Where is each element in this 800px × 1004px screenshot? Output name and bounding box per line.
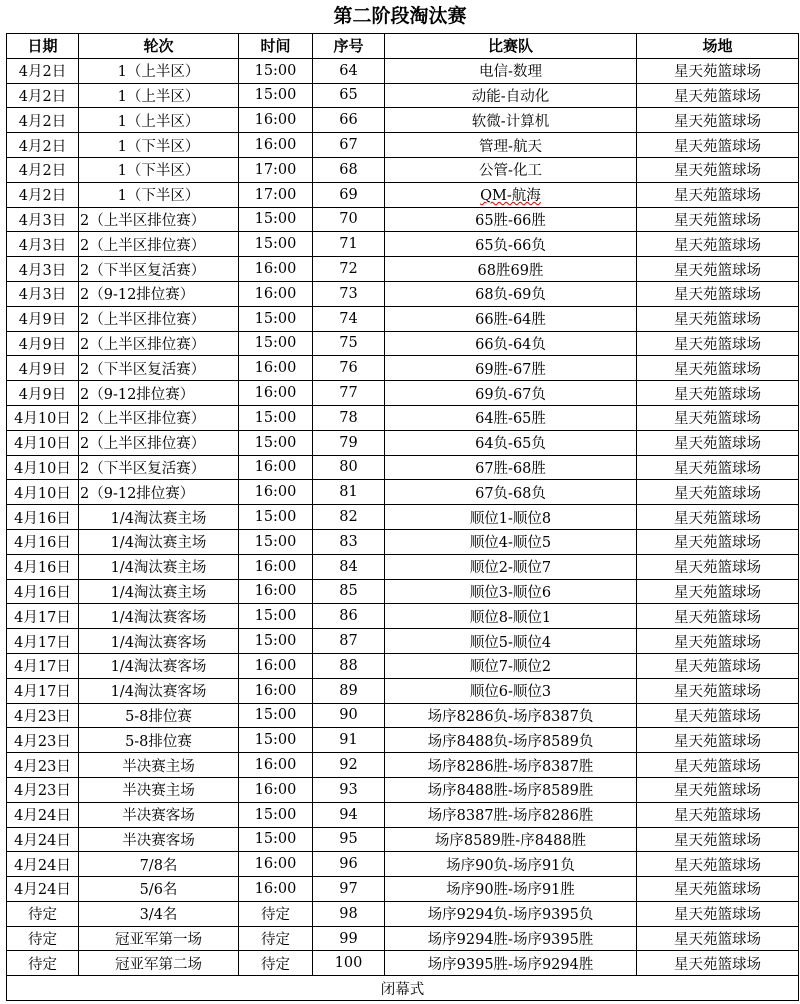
cell-round: 1/4淘汰赛主场 [79,554,239,579]
header-time: 时间 [239,34,313,59]
cell-venue: 星天苑篮球场 [637,554,799,579]
cell-time: 15:00 [239,430,313,455]
cell-number: 92 [313,753,385,778]
cell-teams: 64胜-65胜 [385,405,637,430]
cell-venue: 星天苑篮球场 [637,58,799,83]
cell-round: 3/4名 [79,901,239,926]
cell-number: 72 [313,257,385,282]
table-row [7,157,799,182]
cell-venue: 星天苑篮球场 [637,430,799,455]
cell-number: 67 [313,133,385,158]
cell-date: 4月2日 [7,133,79,158]
table-row [7,678,799,703]
cell-date: 4月3日 [7,232,79,257]
cell-time: 待定 [239,926,313,951]
cell-teams: 顺位2-顺位7 [385,554,637,579]
cell-venue: 星天苑篮球场 [637,257,799,282]
header-row [7,34,799,59]
cell-date: 4月2日 [7,83,79,108]
cell-date: 4月24日 [7,877,79,902]
cell-number: 90 [313,703,385,728]
table-row [7,529,799,554]
header-teams: 比赛队 [385,34,637,59]
cell-number: 64 [313,58,385,83]
table-row [7,703,799,728]
cell-number: 91 [313,728,385,753]
closing-ceremony: 闭幕式 [7,976,799,1001]
cell-time: 16:00 [239,455,313,480]
table-row [7,331,799,356]
cell-number: 84 [313,554,385,579]
table-row [7,604,799,629]
cell-date: 待定 [7,901,79,926]
cell-number: 65 [313,83,385,108]
cell-venue: 星天苑篮球场 [637,529,799,554]
cell-teams: 场序90胜-场序91胜 [385,877,637,902]
cell-venue: 星天苑篮球场 [637,480,799,505]
table-row [7,58,799,83]
cell-time: 16:00 [239,877,313,902]
cell-teams: 67负-68负 [385,480,637,505]
cell-teams: 场序9294负-场序9395负 [385,901,637,926]
cell-number: 80 [313,455,385,480]
cell-round: 2（9-12排位赛） [79,381,239,406]
cell-teams-text: QM-航海 [480,188,541,205]
cell-round: 1/4淘汰赛客场 [79,629,239,654]
cell-number: 68 [313,157,385,182]
table-row [7,554,799,579]
cell-round: 2（上半区排位赛） [79,207,239,232]
cell-venue: 星天苑篮球场 [637,827,799,852]
cell-time: 16:00 [239,777,313,802]
cell-date: 4月2日 [7,108,79,133]
cell-number: 94 [313,802,385,827]
cell-date: 4月9日 [7,306,79,331]
cell-round: 1（下半区） [79,157,239,182]
cell-number: 74 [313,306,385,331]
cell-time: 16:00 [239,653,313,678]
table-row [7,728,799,753]
cell-date: 4月9日 [7,356,79,381]
cell-teams: 顺位4-顺位5 [385,529,637,554]
table-row [7,207,799,232]
cell-teams: 65负-66负 [385,232,637,257]
cell-teams: 顺位8-顺位1 [385,604,637,629]
cell-teams: 68负-69负 [385,281,637,306]
cell-date: 4月16日 [7,505,79,530]
cell-time: 16:00 [239,257,313,282]
cell-round: 1（上半区） [79,58,239,83]
cell-date: 4月2日 [7,157,79,182]
cell-time: 15:00 [239,207,313,232]
cell-venue: 星天苑篮球场 [637,405,799,430]
table-row [7,232,799,257]
cell-venue: 星天苑篮球场 [637,505,799,530]
cell-venue: 星天苑篮球场 [637,951,799,976]
cell-time: 15:00 [239,827,313,852]
cell-date: 4月16日 [7,579,79,604]
cell-number: 78 [313,405,385,430]
cell-time: 15:00 [239,629,313,654]
cell-number: 70 [313,207,385,232]
cell-venue: 星天苑篮球场 [637,455,799,480]
table-row [7,306,799,331]
cell-teams: 场序9294胜-场序9395胜 [385,926,637,951]
cell-date: 4月10日 [7,480,79,505]
cell-teams: 67胜-68胜 [385,455,637,480]
cell-number: 66 [313,108,385,133]
cell-teams: 68胜69胜 [385,257,637,282]
cell-time: 16:00 [239,281,313,306]
cell-date: 4月23日 [7,753,79,778]
cell-date: 4月23日 [7,703,79,728]
cell-teams: 动能-自动化 [385,83,637,108]
cell-number: 99 [313,926,385,951]
cell-teams: 管理-航天 [385,133,637,158]
cell-number: 100 [313,951,385,976]
cell-date: 4月10日 [7,455,79,480]
cell-date: 4月16日 [7,529,79,554]
cell-round: 半决赛主场 [79,753,239,778]
cell-date: 4月23日 [7,777,79,802]
cell-venue: 星天苑篮球场 [637,579,799,604]
cell-time: 15:00 [239,728,313,753]
cell-time: 16:00 [239,678,313,703]
cell-venue: 星天苑篮球场 [637,157,799,182]
cell-time: 15:00 [239,529,313,554]
table-row [7,877,799,902]
cell-venue: 星天苑篮球场 [637,678,799,703]
cell-date: 4月16日 [7,554,79,579]
table-row [7,108,799,133]
cell-number: 96 [313,852,385,877]
schedule-table [6,33,799,1001]
cell-venue: 星天苑篮球场 [637,133,799,158]
cell-round: 2（下半区复活赛） [79,257,239,282]
header-number: 序号 [313,34,385,59]
cell-venue: 星天苑篮球场 [637,728,799,753]
cell-round: 2（上半区排位赛） [79,405,239,430]
cell-venue: 星天苑篮球场 [637,331,799,356]
cell-date: 4月3日 [7,281,79,306]
cell-teams: 65胜-66胜 [385,207,637,232]
cell-time: 待定 [239,951,313,976]
cell-date: 4月17日 [7,653,79,678]
cell-round: 半决赛主场 [79,777,239,802]
closing-row [7,976,799,1001]
cell-round: 1/4淘汰赛客场 [79,604,239,629]
cell-venue: 星天苑篮球场 [637,381,799,406]
cell-venue: 星天苑篮球场 [637,653,799,678]
cell-teams: 顺位6-顺位3 [385,678,637,703]
cell-venue: 星天苑篮球场 [637,281,799,306]
table-row [7,579,799,604]
cell-round: 冠亚军第一场 [79,926,239,951]
cell-round: 2（下半区复活赛） [79,356,239,381]
cell-time: 16:00 [239,381,313,406]
cell-time: 15:00 [239,802,313,827]
cell-round: 2（上半区排位赛） [79,232,239,257]
table-row [7,777,799,802]
table-row [7,802,799,827]
table-row [7,901,799,926]
cell-teams: 顺位1-顺位8 [385,505,637,530]
cell-date: 4月17日 [7,604,79,629]
cell-round: 2（上半区排位赛） [79,306,239,331]
cell-time: 16:00 [239,579,313,604]
cell-teams: 场序8488胜-场序8589胜 [385,777,637,802]
cell-round: 2（上半区排位赛） [79,331,239,356]
table-row [7,182,799,207]
cell-venue: 星天苑篮球场 [637,356,799,381]
cell-number: 73 [313,281,385,306]
cell-number: 81 [313,480,385,505]
cell-time: 17:00 [239,182,313,207]
table-row [7,753,799,778]
table-row [7,381,799,406]
cell-teams: 69胜-67胜 [385,356,637,381]
table-row [7,653,799,678]
cell-teams: 电信-数理 [385,58,637,83]
table-row [7,133,799,158]
cell-venue: 星天苑篮球场 [637,604,799,629]
cell-round: 7/8名 [79,852,239,877]
cell-number: 76 [313,356,385,381]
cell-venue: 星天苑篮球场 [637,306,799,331]
cell-venue: 星天苑篮球场 [637,83,799,108]
cell-time: 15:00 [239,232,313,257]
table-row [7,480,799,505]
page-title: 第二阶段淘汰赛 [333,5,467,27]
cell-date: 4月24日 [7,827,79,852]
cell-number: 85 [313,579,385,604]
cell-teams: 场序90负-场序91负 [385,852,637,877]
table-row [7,430,799,455]
cell-round: 1（下半区） [79,182,239,207]
cell-teams: 顺位5-顺位4 [385,629,637,654]
cell-round: 5-8排位赛 [79,703,239,728]
cell-round: 1（下半区） [79,133,239,158]
header-round: 轮次 [79,34,239,59]
cell-venue: 星天苑篮球场 [637,901,799,926]
cell-teams: 66胜-64胜 [385,306,637,331]
cell-venue: 星天苑篮球场 [637,877,799,902]
table-row [7,827,799,852]
cell-venue: 星天苑篮球场 [637,207,799,232]
cell-venue: 星天苑篮球场 [637,182,799,207]
cell-teams [385,182,637,207]
cell-time: 16:00 [239,133,313,158]
cell-date: 4月10日 [7,405,79,430]
cell-date: 4月9日 [7,381,79,406]
cell-teams: 场序8589胜-序8488胜 [385,827,637,852]
cell-time: 17:00 [239,157,313,182]
cell-venue: 星天苑篮球场 [637,232,799,257]
cell-venue: 星天苑篮球场 [637,802,799,827]
cell-date: 4月24日 [7,802,79,827]
cell-time: 16:00 [239,108,313,133]
cell-round: 2（9-12排位赛） [79,480,239,505]
cell-time: 15:00 [239,306,313,331]
cell-number: 82 [313,505,385,530]
cell-teams: 场序9395胜-场序9294胜 [385,951,637,976]
cell-date: 4月17日 [7,629,79,654]
table-row [7,629,799,654]
cell-number: 95 [313,827,385,852]
cell-date: 4月23日 [7,728,79,753]
cell-time: 16:00 [239,480,313,505]
cell-teams: 软微-计算机 [385,108,637,133]
table-row [7,926,799,951]
table-row [7,951,799,976]
header-venue: 场地 [637,34,799,59]
table-row [7,257,799,282]
cell-venue: 星天苑篮球场 [637,926,799,951]
cell-round: 5/6名 [79,877,239,902]
cell-round: 半决赛客场 [79,802,239,827]
cell-date: 待定 [7,951,79,976]
cell-time: 15:00 [239,331,313,356]
cell-venue: 星天苑篮球场 [637,108,799,133]
cell-round: 2（9-12排位赛） [79,281,239,306]
cell-number: 89 [313,678,385,703]
cell-venue: 星天苑篮球场 [637,852,799,877]
cell-date: 4月3日 [7,207,79,232]
cell-round: 2（下半区复活赛） [79,455,239,480]
cell-teams: 顺位3-顺位6 [385,579,637,604]
table-row [7,281,799,306]
cell-number: 79 [313,430,385,455]
cell-number: 97 [313,877,385,902]
cell-venue: 星天苑篮球场 [637,703,799,728]
cell-number: 77 [313,381,385,406]
cell-round: 半决赛客场 [79,827,239,852]
cell-time: 15:00 [239,703,313,728]
cell-number: 71 [313,232,385,257]
cell-teams: 64负-65负 [385,430,637,455]
cell-number: 98 [313,901,385,926]
cell-date: 4月3日 [7,257,79,282]
cell-date: 4月2日 [7,58,79,83]
header-date: 日期 [7,34,79,59]
cell-time: 16:00 [239,356,313,381]
cell-date: 4月17日 [7,678,79,703]
cell-date: 4月10日 [7,430,79,455]
cell-teams: 66负-64负 [385,331,637,356]
cell-date: 4月24日 [7,852,79,877]
cell-number: 88 [313,653,385,678]
cell-number: 93 [313,777,385,802]
cell-round: 1/4淘汰赛主场 [79,579,239,604]
cell-time: 15:00 [239,505,313,530]
cell-date: 待定 [7,926,79,951]
table-row [7,455,799,480]
cell-round: 1/4淘汰赛客场 [79,678,239,703]
cell-time: 15:00 [239,405,313,430]
cell-number: 69 [313,182,385,207]
table-row [7,356,799,381]
cell-round: 2（上半区排位赛） [79,430,239,455]
cell-date: 4月9日 [7,331,79,356]
table-row [7,405,799,430]
cell-number: 86 [313,604,385,629]
cell-teams: 场序8286胜-场序8387胜 [385,753,637,778]
cell-time: 15:00 [239,604,313,629]
cell-round: 1/4淘汰赛客场 [79,653,239,678]
cell-round: 1（上半区） [79,83,239,108]
table-row [7,852,799,877]
cell-time: 16:00 [239,554,313,579]
cell-time: 待定 [239,901,313,926]
cell-round: 1/4淘汰赛主场 [79,505,239,530]
cell-time: 15:00 [239,83,313,108]
schedule-body [7,58,799,975]
cell-round: 1（上半区） [79,108,239,133]
cell-time: 15:00 [239,58,313,83]
cell-teams: 69负-67负 [385,381,637,406]
cell-number: 87 [313,629,385,654]
cell-venue: 星天苑篮球场 [637,753,799,778]
cell-round: 1/4淘汰赛主场 [79,529,239,554]
cell-venue: 星天苑篮球场 [637,777,799,802]
cell-teams: 场序8286负-场序8387负 [385,703,637,728]
cell-venue: 星天苑篮球场 [637,629,799,654]
table-row [7,83,799,108]
cell-teams: 场序8387胜-场序8286胜 [385,802,637,827]
cell-number: 75 [313,331,385,356]
table-row [7,505,799,530]
cell-teams: 公管-化工 [385,157,637,182]
cell-teams: 场序8488负-场序8589负 [385,728,637,753]
cell-number: 83 [313,529,385,554]
cell-time: 16:00 [239,852,313,877]
cell-round: 冠亚军第二场 [79,951,239,976]
cell-round: 5-8排位赛 [79,728,239,753]
cell-date: 4月2日 [7,182,79,207]
cell-teams: 顺位7-顺位2 [385,653,637,678]
cell-time: 16:00 [239,753,313,778]
